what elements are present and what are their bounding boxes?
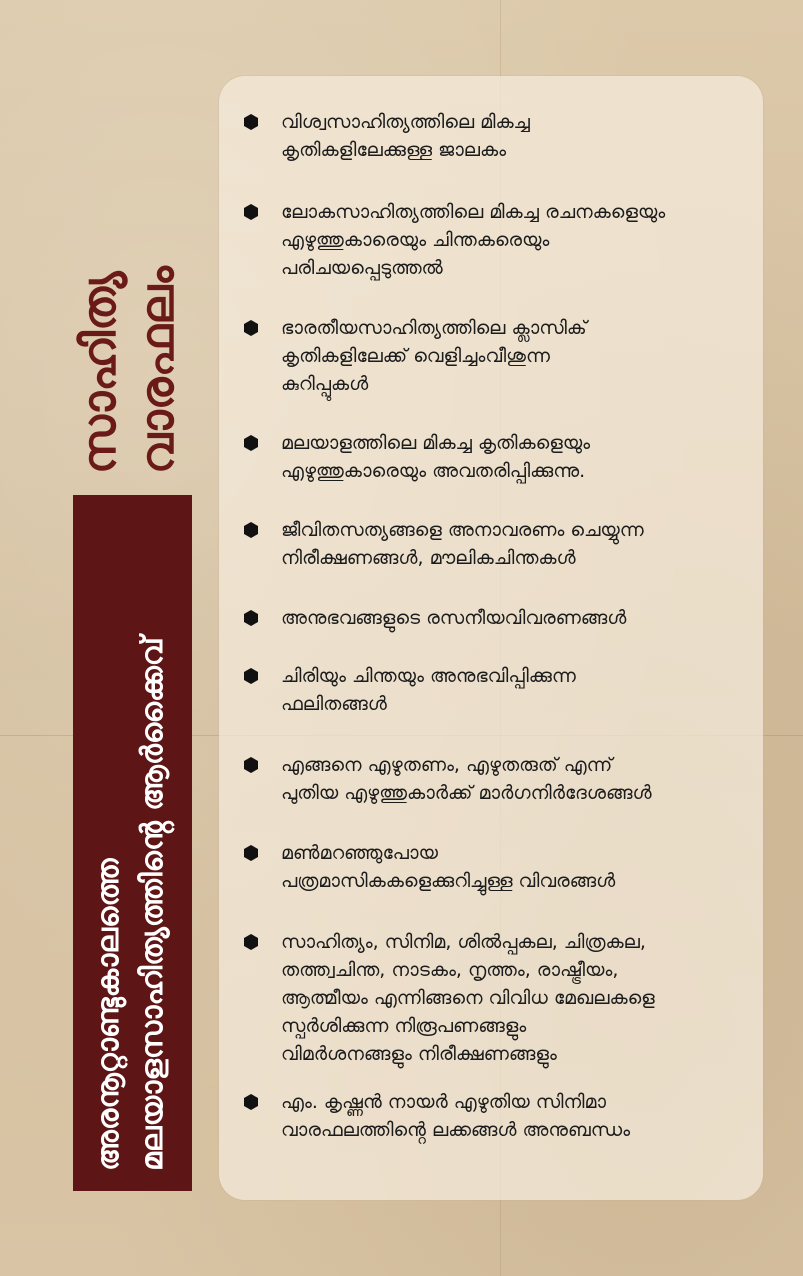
series-title (72, 230, 192, 474)
feature-text: ഭാരതീയസാഹിത്യത്തിലെ ക്ലാസിക് കൃതികളിലേക്ക് വെളിച്ചംവീശുന്ന കുറിപ്പുകൾ (281, 317, 587, 395)
hexagon-bullet-icon (244, 757, 258, 773)
feature-text: എങ്ങനെ എഴുതണം, എഴുതരുത് എന്ന് പുതിയ എഴുത്തുകാർക്ക് മാർഗനിർദേശങ്ങൾ (281, 754, 652, 804)
feature-text: വിശ്വസാഹിത്യത്തിലെ മികച്ച കൃതികളിലേക്കുള്ള ജാലകം (281, 111, 530, 161)
hexagon-bullet-icon (244, 204, 258, 220)
features-panel (219, 76, 763, 1200)
feature-text: ചിരിയും ചിന്തയും അനുഭവിപ്പിക്കുന്ന ഫലിതങ്ങൾ (281, 665, 576, 715)
hexagon-bullet-icon (244, 934, 258, 950)
hexagon-bullet-icon (244, 845, 258, 861)
feature-text: അനുഭവങ്ങളുടെ രസനീയവിവരണങ്ങൾ (281, 607, 627, 629)
hexagon-bullet-icon (244, 1094, 258, 1110)
archive-banner (73, 495, 192, 1191)
feature-text: മൺമറഞ്ഞുപോയ പത്രമാസികകളെക്കുറിച്ചുള്ള വിവരങ്ങൾ (281, 842, 616, 892)
series-title-line1: സാഹിത്യ (72, 271, 126, 474)
hexagon-bullet-icon (244, 522, 258, 538)
feature-text: മലയാളത്തിലെ മികച്ച കൃതികളെയും എഴുത്തുകാരെയും അവതരിപ്പിക്കുന്നു. (281, 432, 591, 482)
hexagon-bullet-icon (244, 114, 258, 130)
feature-text: ജീവിതസത്യങ്ങളെ അനാവരണം ചെയ്യുന്ന നിരീക്ഷണങ്ങൾ, മൗലികചിന്തകൾ (281, 519, 644, 569)
feature-text: ലോകസാഹിത്യത്തിലെ മികച്ച രചനകളെയും എഴുത്തുകാരെയും ചിന്തകരെയും പരിചയപ്പെടുത്തൽ (281, 201, 666, 279)
banner-line2: മലയാളസാഹിത്യത്തിൻ്റെ ആർക്കൈവ് (135, 637, 170, 1171)
hexagon-bullet-icon (244, 320, 258, 336)
hexagon-bullet-icon (244, 610, 258, 626)
hexagon-bullet-icon (244, 435, 258, 451)
feature-text: എം. കൃഷ്ണൻ നായർ എഴുതിയ സിനിമാ വാരഫലത്തിൻ്റെ ലക്കങ്ങൾ അനുബന്ധം (281, 1091, 631, 1141)
feature-text: സാഹിത്യം, സിനിമ, ശിൽപ്പകല, ചിത്രകല, തത്ത്വചിന്ത, നാടകം, നൃത്തം, രാഷ്ട്രീയം, ആത്മീയം എന്നിങ്ങനെ വിവിധ മേഖലകളെ സ്പർശിക്കുന്ന നിരൂപണങ്ങളും വിമർശനങ്ങളും നിരീക്ഷണങ്ങളും (281, 931, 655, 1065)
banner-line1: അരനൂറ്റാണ്ടുകാലത്തെ (91, 858, 126, 1171)
series-title-line2: വാരഫലം (130, 266, 184, 474)
hexagon-bullet-icon (244, 668, 258, 684)
